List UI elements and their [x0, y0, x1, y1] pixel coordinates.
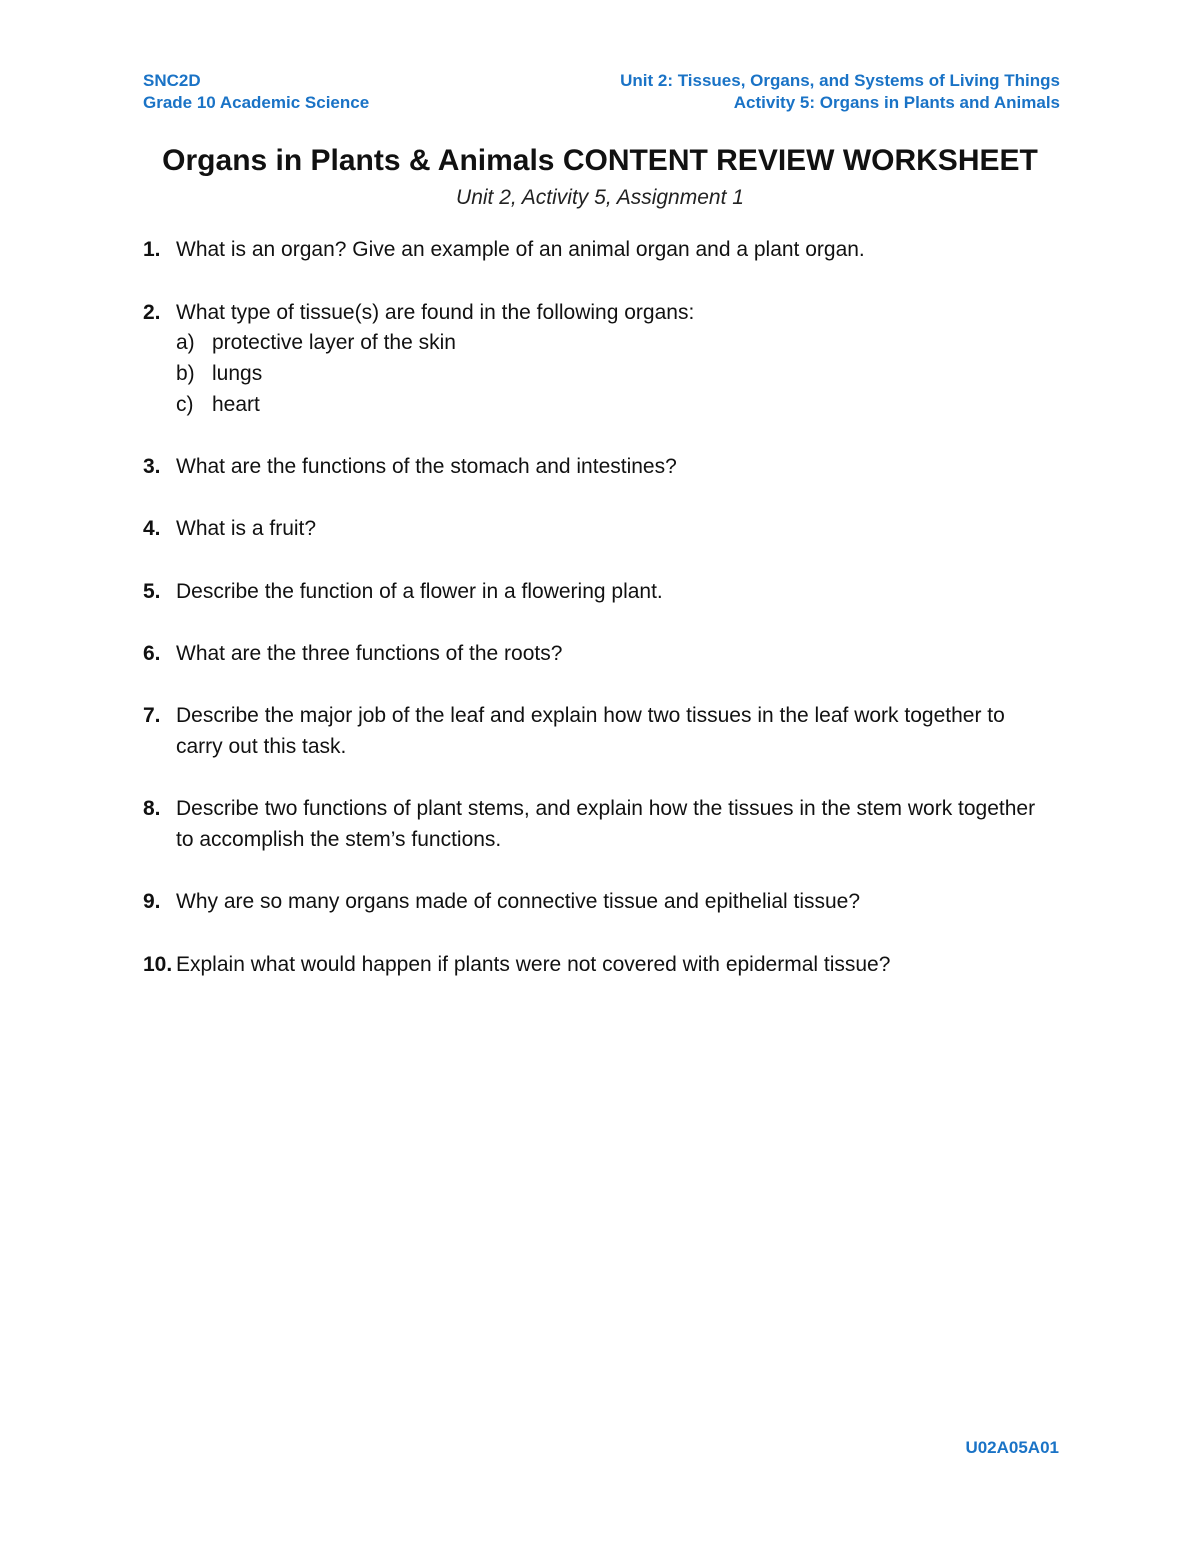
question-text: Describe two functions of plant stems, and explain how the tissues in the stem work together to accomplish the stem’s functions.: [176, 797, 1036, 851]
question-4: [143, 513, 1073, 544]
question-number: 2.: [143, 301, 161, 324]
question-text: What are the three functions of the roots?: [176, 642, 563, 665]
question-10: [143, 949, 1073, 980]
question-number: 7.: [143, 704, 161, 727]
question-text: Explain what would happen if plants were not covered with epidermal tissue?: [176, 953, 891, 976]
question-2-subitem-a: [176, 327, 456, 358]
question-8: [143, 793, 1053, 855]
subitem-text: heart: [212, 393, 260, 416]
question-2: [143, 297, 1073, 328]
assignment-code: U02A05A01: [965, 1438, 1059, 1457]
question-number: 1.: [143, 238, 161, 261]
question-number: 10.: [143, 953, 173, 976]
question-2-subitem-b: [176, 358, 262, 389]
subitem-text: lungs: [212, 362, 263, 385]
question-text: Why are so many organs made of connective tissue and epithelial tissue?: [176, 890, 861, 913]
question-number: 3.: [143, 455, 161, 478]
subitem-label: a): [176, 331, 195, 354]
question-6: [143, 638, 1073, 669]
subitem-label: c): [176, 393, 194, 416]
page-title: Organs in Plants & Animals CONTENT REVIEW WORKSHEET: [162, 144, 1038, 177]
question-text: What is a fruit?: [176, 517, 317, 540]
question-number: 6.: [143, 642, 161, 665]
course-name: Grade 10 Academic Science: [143, 93, 370, 112]
subitem-label: b): [176, 362, 195, 385]
question-7: [143, 700, 1023, 762]
question-number: 8.: [143, 797, 161, 820]
header-right: [620, 70, 1060, 114]
question-text: What type of tissue(s) are found in the following organs:: [176, 301, 695, 324]
header-left: [143, 70, 369, 114]
question-text: What are the functions of the stomach and intestines?: [176, 455, 677, 478]
question-text: Describe the major job of the leaf and explain how two tissues in the leaf work together to carry out this task.: [176, 704, 1005, 758]
question-number: 9.: [143, 890, 161, 913]
unit-title: Unit 2: Tissues, Organs, and Systems of Living Things: [620, 71, 1060, 90]
question-number: 4.: [143, 517, 161, 540]
question-2-subitem-c: [176, 389, 260, 420]
subitem-text: protective layer of the skin: [212, 331, 456, 354]
course-code: SNC2D: [143, 71, 201, 90]
question-text: Describe the function of a flower in a flowering plant.: [176, 580, 663, 603]
question-3: [143, 451, 1073, 482]
activity-title: Activity 5: Organs in Plants and Animals: [733, 93, 1060, 112]
question-1: [143, 234, 1073, 265]
page-subtitle: Unit 2, Activity 5, Assignment 1: [456, 186, 744, 209]
question-text: What is an organ? Give an example of an animal organ and a plant organ.: [176, 238, 865, 261]
question-5: [143, 576, 1073, 607]
question-number: 5.: [143, 580, 161, 603]
question-9: [143, 886, 1073, 917]
